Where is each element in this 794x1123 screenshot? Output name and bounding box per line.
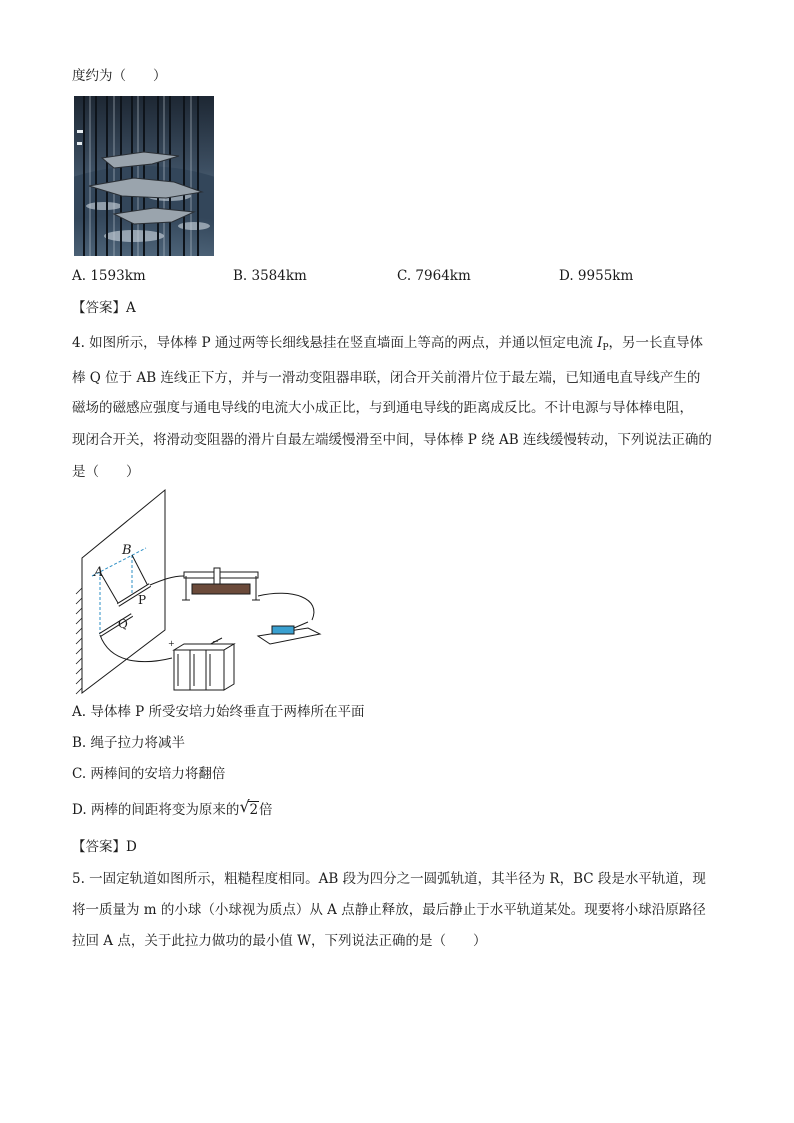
- current-symbol: I: [597, 335, 603, 351]
- q4-stem-text: 4. 如图所示，导体棒 P 通过两等长细线悬挂在竖直墙面上等高的两点，并通以恒定电流: [72, 335, 598, 351]
- knife-switch: [258, 622, 320, 644]
- q5-stem-line-1: 5. 一固定轨道如图所示，粗糙程度相同。AB 段为四分之一圆弧轨道，其半径为 R，BC 段是水平轨道，现: [72, 871, 706, 887]
- label-b: B: [122, 543, 132, 558]
- label-a: A: [94, 565, 104, 580]
- q3-option-a: A. 1593km: [72, 268, 146, 284]
- q4-option-d: [72, 797, 273, 820]
- sqrt-radicand: 2: [249, 802, 259, 818]
- option-d-text: 倍: [259, 802, 273, 818]
- space-elevator-photo: [74, 96, 214, 256]
- answer-label: 【答案】: [72, 839, 126, 855]
- label-q: Q: [118, 617, 128, 631]
- q4-stem-line-1: [72, 333, 703, 358]
- q4-option-c: C. 两棒间的安培力将翻倍: [72, 766, 226, 782]
- svg-text:−: −: [212, 637, 219, 646]
- sqrt-expression: √ 2: [239, 797, 259, 818]
- q3-option-d: D. 9955km: [559, 268, 634, 284]
- q5-stem-line-3: 拉回 A 点，关于此拉力做功的最小值 W，下列说法正确的是（ ）: [72, 933, 487, 949]
- q3-option-c: C. 7964km: [397, 268, 471, 284]
- vertical-wall: [82, 490, 165, 693]
- q4-stem-text: ，另一长直导体: [608, 335, 704, 351]
- option-d-text: D. 两棒的间距将变为原来的: [72, 802, 240, 818]
- q4-stem-line-5: 是（ ）: [72, 464, 140, 480]
- string-right: [132, 555, 148, 586]
- q4-stem-line-3: 磁场的磁感应强度与通电导线的电流大小成正比，与到通电导线的距离成反比。不计电源与导体棒电阻，: [72, 400, 693, 416]
- q3-option-b: B. 3584km: [233, 268, 307, 284]
- svg-text:+: +: [168, 639, 175, 648]
- q4-option-a: A. 导体棒 P 所受安培力始终垂直于两棒所在平面: [72, 704, 365, 720]
- answer-value: A: [126, 300, 136, 316]
- q4-stem-line-2: 棒 Q 位于 AB 连线正下方，并与一滑动变阻器串联，闭合开关前滑片位于最左端，已知通电直导线产生的: [72, 370, 701, 386]
- q3-answer: [72, 298, 136, 318]
- battery: [174, 644, 234, 690]
- rheostat: [182, 568, 260, 600]
- q4-answer: [72, 837, 137, 857]
- label-p: P: [138, 593, 147, 607]
- answer-value: D: [126, 839, 137, 855]
- q4-circuit-diagram: [72, 488, 332, 698]
- q3-stem-tail: 度约为（ ）: [72, 68, 167, 84]
- q4-option-b: B. 绳子拉力将减半: [72, 735, 186, 751]
- current-subscript: P: [602, 343, 609, 353]
- q4-stem-line-4: 现闭合开关，将滑动变阻器的滑片自最左端缓慢滑至中间，导体棒 P 绕 AB 连线缓慢转动，下列说法正确的: [72, 432, 712, 448]
- answer-label: 【答案】: [72, 300, 126, 316]
- q5-stem-line-2: 将一质量为 m 的小球（小球视为质点）从 A 点静止释放，最后静止于水平轨道某处。现要将小球沿原路径: [72, 902, 706, 918]
